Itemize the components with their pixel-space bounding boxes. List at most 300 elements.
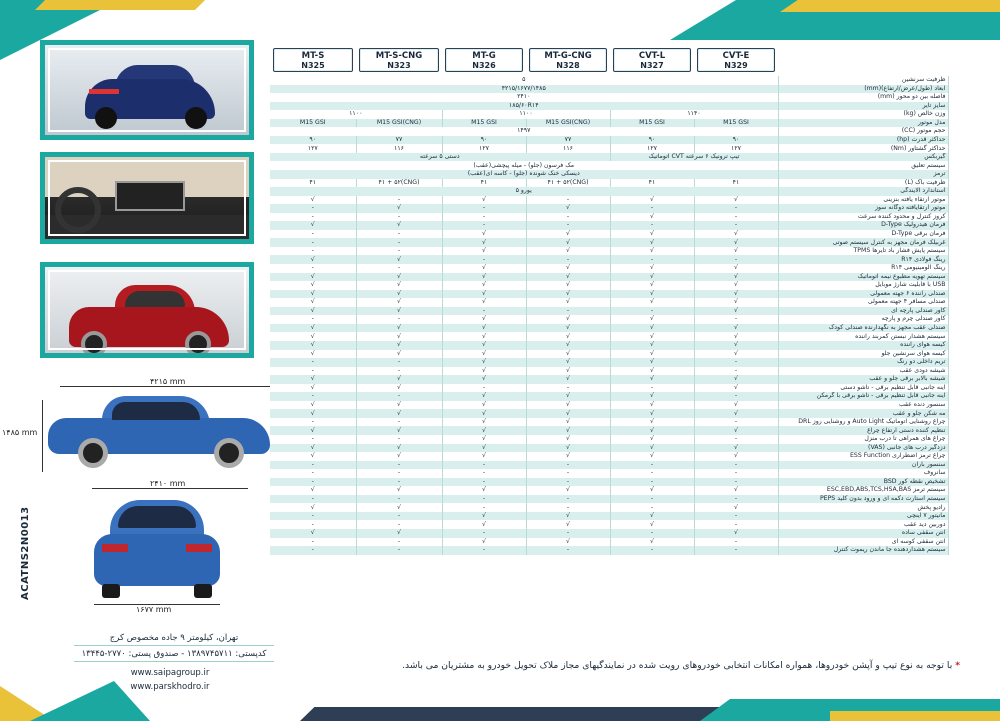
spec-cell: √: [356, 409, 442, 418]
car-tail-light: [186, 544, 212, 552]
spec-cell: √: [442, 401, 526, 410]
spec-cell: -: [270, 213, 356, 222]
spec-label: دزدگیر درب های جانبی (VAS): [778, 444, 948, 453]
spec-label: سیستم پایش فشار باد تایرها TPMS: [778, 247, 948, 256]
spec-cell: √: [610, 392, 694, 401]
spec-cell: -: [356, 546, 442, 555]
spec-row: [270, 469, 948, 478]
spec-label: تشخیص نقطه کور BSD: [778, 478, 948, 487]
spec-row: [270, 238, 948, 247]
rear-view-car: [94, 494, 220, 598]
website-link[interactable]: www.parskhodro.ir: [130, 682, 210, 692]
spec-cell: -: [356, 264, 442, 273]
spec-label: آنتن سقفی کوسه ای: [778, 538, 948, 547]
spec-cell: -: [270, 358, 356, 367]
spec-cell: √: [442, 538, 526, 547]
spec-cell: √: [526, 538, 610, 547]
spec-row: [270, 384, 948, 393]
spec-cell: √: [694, 350, 778, 359]
spec-cell: -: [356, 520, 442, 529]
spec-label: سایز تایر: [778, 102, 948, 111]
spec-cell: -: [694, 478, 778, 487]
spec-row: [270, 495, 948, 504]
spec-cell: -: [610, 478, 694, 487]
spec-cell: √: [526, 324, 610, 333]
spec-cell: √: [442, 358, 526, 367]
length-dimension-line: [60, 386, 270, 387]
photo-inner-border: [48, 160, 246, 236]
spec-cell: √: [442, 281, 526, 290]
spec-cell: -: [356, 418, 442, 427]
photo-front-three-quarter: [40, 262, 254, 358]
spec-cell: √: [442, 418, 526, 427]
spec-cell: -: [270, 315, 356, 324]
spec-cell: √: [694, 238, 778, 247]
spec-cell: √: [526, 315, 610, 324]
spec-cell: √: [694, 332, 778, 341]
spec-row: [270, 298, 948, 307]
spec-cell: √: [526, 418, 610, 427]
spec-cell: √: [610, 238, 694, 247]
spec-cell: -: [694, 435, 778, 444]
car-body: [94, 534, 220, 586]
spec-cell: -: [694, 520, 778, 529]
footnote: [300, 660, 960, 671]
spec-cell: -: [270, 392, 356, 401]
spec-cell: √: [610, 512, 694, 521]
model-header: CVT-L N327: [610, 48, 694, 76]
spec-label: ابعاد (طول/عرض/ارتفاع)(mm): [778, 85, 948, 94]
spec-cell: -: [526, 469, 610, 478]
car-tail-light: [102, 544, 128, 552]
spec-cell: √: [442, 247, 526, 256]
spec-label: چراغ روشنایی اتوماتیک Auto Light و روشنایی روز DRL: [778, 418, 948, 427]
spec-cell: -: [356, 367, 442, 376]
spec-cell: √: [694, 409, 778, 418]
spec-cell: √: [442, 350, 526, 359]
spec-cell: -: [356, 435, 442, 444]
spec-cell: √: [526, 230, 610, 239]
spec-cell: √: [270, 503, 356, 512]
spec-row: [270, 119, 948, 128]
length-dimension-label: ۴۲۱۵ mm: [150, 377, 186, 386]
corner-stripe-top-right: [780, 0, 1000, 12]
spec-cell: -: [356, 230, 442, 239]
spec-row: [270, 213, 948, 222]
spec-cell: M15 GSI: [270, 119, 356, 128]
spec-cell: ۴۲۱۵/۱۶۷۷/۱۴۸۵: [270, 85, 778, 94]
spec-cell: ۷۷: [526, 136, 610, 145]
spec-cell: √: [442, 196, 526, 205]
spec-cell: √: [356, 307, 442, 316]
spec-cell: √: [270, 221, 356, 230]
spec-cell: √: [694, 247, 778, 256]
spec-cell: √: [610, 452, 694, 461]
spec-cell: ۹۰: [610, 136, 694, 145]
spec-cell: ۴۱: [270, 179, 356, 188]
spec-cell: -: [270, 367, 356, 376]
spec-cell: √: [694, 426, 778, 435]
spec-cell: ۲۴۱۰: [270, 93, 778, 102]
spec-cell: -: [356, 247, 442, 256]
spec-row: [270, 290, 948, 299]
spec-cell: √: [270, 375, 356, 384]
spec-label: غربیلک فرمان مجهز به کنترل سیستم صوتی: [778, 238, 948, 247]
spec-cell: -: [356, 213, 442, 222]
car-tire: [102, 584, 120, 598]
spec-row: [270, 444, 948, 453]
spec-cell: ۴۱ + ۵۲(CNG): [526, 179, 610, 188]
spec-row: [270, 179, 948, 188]
spec-cell: -: [442, 469, 526, 478]
spec-cell: -: [610, 255, 694, 264]
spec-cell: -: [610, 384, 694, 393]
spec-cell: √: [694, 307, 778, 316]
spec-cell: √: [694, 503, 778, 512]
spec-cell: √: [356, 350, 442, 359]
height-dimension-label: ۱۴۸۵ mm: [2, 428, 38, 437]
model-header: MT-G N326: [442, 48, 526, 76]
website-link[interactable]: www.saipagroup.ir: [130, 668, 210, 678]
spec-row: [270, 187, 948, 196]
spec-cell: -: [442, 529, 526, 538]
spec-cell: √: [356, 255, 442, 264]
spec-cell: √: [356, 426, 442, 435]
spec-cell: √: [526, 435, 610, 444]
corner-stripe-top-left: [35, 0, 205, 10]
spec-cell: -: [610, 461, 694, 470]
spec-cell: √: [526, 520, 610, 529]
spec-row: [270, 161, 948, 170]
spec-cell: √: [526, 298, 610, 307]
spec-cell: -: [442, 478, 526, 487]
spec-cell: √: [442, 426, 526, 435]
spec-label: سیستم استارت دکمه ای و ورود بدون کلید PEPS: [778, 495, 948, 504]
spec-row: [270, 503, 948, 512]
spec-label: کاور صندلی پارچه ای: [778, 307, 948, 316]
spec-label: چراغ های همراهی تا درب منزل: [778, 435, 948, 444]
spec-row: [270, 461, 948, 470]
car-wheel: [214, 438, 244, 468]
spec-cell: √: [442, 452, 526, 461]
spec-cell: √: [610, 196, 694, 205]
car-rear-window: [118, 506, 196, 528]
photo-rear-three-quarter: [40, 40, 254, 140]
spec-cell: -: [356, 512, 442, 521]
spec-cell: -: [526, 255, 610, 264]
spec-cell: ۵: [270, 76, 778, 85]
spec-label: موتور ارتقاء یافته بنزینی: [778, 196, 948, 205]
photo-inner-border: [48, 48, 246, 132]
spec-label: سیستم تعلیق: [778, 161, 948, 170]
spec-cell: -: [442, 204, 526, 213]
spec-cell: √: [694, 324, 778, 333]
address-line: تهران، کیلومتر ۹ جاده مخصوص کرج: [74, 630, 274, 646]
spec-cell: √: [356, 290, 442, 299]
spec-cell: -: [356, 495, 442, 504]
spec-row: [270, 281, 948, 290]
spec-cell: -: [442, 495, 526, 504]
spec-cell: √: [526, 350, 610, 359]
spec-cell: -: [356, 461, 442, 470]
spec-cell: -: [610, 469, 694, 478]
spec-cell: ۱۱۰۰: [270, 110, 442, 119]
spec-row: [270, 93, 948, 102]
spec-cell: M15 GSI: [610, 119, 694, 128]
spec-cell: -: [270, 520, 356, 529]
spec-label: کیسه هوای سرنشین جلو: [778, 350, 948, 359]
spec-cell: -: [526, 307, 610, 316]
spec-cell: √: [694, 444, 778, 453]
spec-cell: √: [610, 375, 694, 384]
spec-cell: -: [694, 418, 778, 427]
spec-cell: √: [694, 298, 778, 307]
spec-cell: √: [610, 435, 694, 444]
spec-cell: √: [356, 529, 442, 538]
spec-row: [270, 170, 948, 179]
spec-label: موتور ارتقایافته دوگانه سوز: [778, 204, 948, 213]
spec-cell: √: [270, 255, 356, 264]
spec-cell: ۴۱: [442, 179, 526, 188]
spec-cell: √: [694, 529, 778, 538]
spec-label: USB با قابلیت شارژ موبایل: [778, 281, 948, 290]
spec-cell: -: [694, 213, 778, 222]
spec-cell: -: [526, 384, 610, 393]
spec-cell: √: [270, 290, 356, 299]
spec-cell: √: [610, 315, 694, 324]
photo-inner-border: [48, 270, 246, 350]
footnote-star: *: [955, 660, 960, 671]
spec-cell: -: [270, 238, 356, 247]
spec-cell: M15 GSI(CNG): [356, 119, 442, 128]
spec-cell: -: [270, 435, 356, 444]
spec-cell: -: [356, 196, 442, 205]
spec-label: رادیو پخش: [778, 503, 948, 512]
spec-label: ظرفیت باک (L): [778, 179, 948, 188]
spec-cell: √: [442, 273, 526, 282]
spec-cell: √: [610, 444, 694, 453]
corner-stripe-bottom-right: [830, 711, 1000, 721]
spec-cell: √: [442, 444, 526, 453]
spec-row: [270, 401, 948, 410]
spec-cell: √: [610, 350, 694, 359]
spec-cell: √: [526, 264, 610, 273]
spec-cell: √: [356, 273, 442, 282]
spec-cell: √: [610, 401, 694, 410]
spec-label: ظرفیت سرنشین: [778, 76, 948, 85]
spec-cell: -: [526, 495, 610, 504]
spec-cell: ۱۱۴۰: [610, 110, 778, 119]
spec-cell: -: [694, 495, 778, 504]
postal-line: کدپستی: ۱۳۸۹۷۴۵۷۱۱ - صندوق پستی: ۲۷۷۰-۱۳۴۴۵: [74, 646, 274, 662]
spec-label: آینه جانبی قابل تنظیم برقی - تاشو برقی با گرمکن: [778, 392, 948, 401]
spec-cell: √: [526, 332, 610, 341]
spec-cell: ۱۱۶: [356, 144, 442, 153]
spec-row: [270, 426, 948, 435]
spec-label: فاصله بین دو محور (mm): [778, 93, 948, 102]
spec-cell: √: [526, 401, 610, 410]
spec-cell: √: [270, 401, 356, 410]
spec-row: [270, 255, 948, 264]
specification-table: [270, 48, 949, 555]
spec-cell: -: [610, 307, 694, 316]
spec-cell: √: [442, 315, 526, 324]
spec-row: [270, 110, 948, 119]
spec-cell: -: [610, 529, 694, 538]
model-header-row: [270, 48, 948, 76]
spec-cell: -: [610, 221, 694, 230]
spec-label: تنظیم کننده دستی ارتفاع چراغ: [778, 426, 948, 435]
spec-cell: √: [442, 332, 526, 341]
spec-cell: √: [526, 452, 610, 461]
spec-cell: -: [442, 255, 526, 264]
spec-cell: -: [694, 358, 778, 367]
spec-cell: √: [526, 341, 610, 350]
spec-row: [270, 221, 948, 230]
spec-cell: √: [694, 375, 778, 384]
spec-cell: ۴۱: [694, 179, 778, 188]
spec-label: کاور صندلی چرم و پارچه: [778, 315, 948, 324]
spec-row: [270, 452, 948, 461]
spec-cell: ۷۷: [356, 136, 442, 145]
spec-row: [270, 367, 948, 376]
spec-cell: √: [610, 358, 694, 367]
spec-cell: -: [270, 469, 356, 478]
spec-cell: -: [526, 546, 610, 555]
spec-cell: √: [442, 230, 526, 239]
spec-cell: -: [356, 469, 442, 478]
spec-label: مانیتور ۷ اینچی: [778, 512, 948, 521]
spec-label: سیستم تهویه مطبوع نیمه اتوماتیک: [778, 273, 948, 282]
spec-cell: -: [610, 546, 694, 555]
spec-cell: ۹۰: [694, 136, 778, 145]
spec-label: وزن خالص (kg): [778, 110, 948, 119]
spec-cell: -: [610, 204, 694, 213]
spec-cell: √: [442, 341, 526, 350]
spec-cell: -: [694, 392, 778, 401]
car-window: [112, 402, 200, 420]
spec-cell: √: [610, 332, 694, 341]
spec-row: [270, 127, 948, 136]
spec-label: حداکثر گشتاور (Nm): [778, 144, 948, 153]
spec-label: صندلی عقب مجهز به نگهدارنده صندلی کودک: [778, 324, 948, 333]
spec-cell: √: [270, 332, 356, 341]
spec-label: تریم داخلی دو رنگ: [778, 358, 948, 367]
spec-row: [270, 358, 948, 367]
spec-row: [270, 350, 948, 359]
spec-label: صندلی راننده ۶ جهته معمولی: [778, 290, 948, 299]
spec-cell: مک فرسون (جلو) - میله پیچشی(عقب): [270, 161, 778, 170]
spec-cell: -: [270, 204, 356, 213]
spec-cell: -: [694, 538, 778, 547]
spec-cell: M15 GSI: [442, 119, 526, 128]
spec-label: استاندارد آلایندگی: [778, 187, 948, 196]
spec-cell: -: [270, 461, 356, 470]
spec-cell: √: [356, 298, 442, 307]
spec-cell: √: [270, 452, 356, 461]
spec-cell: ۹۰: [442, 136, 526, 145]
spec-cell: ۱۱۶: [526, 144, 610, 153]
spec-cell: √: [610, 213, 694, 222]
spec-label: رینگ آلومینیومی R۱۴: [778, 264, 948, 273]
spec-cell: -: [270, 230, 356, 239]
spec-cell: ۱۲۷: [610, 144, 694, 153]
spec-cell: √: [694, 401, 778, 410]
spec-cell: √: [526, 426, 610, 435]
spec-cell: ۱۲۷: [442, 144, 526, 153]
spec-cell: -: [270, 546, 356, 555]
spec-cell: -: [356, 478, 442, 487]
spec-cell: √: [270, 529, 356, 538]
photo-interior-dashboard: [40, 152, 254, 244]
spec-row: [270, 341, 948, 350]
spec-cell: یورو ۵: [270, 187, 778, 196]
spec-cell: √: [610, 538, 694, 547]
spec-cell: -: [270, 247, 356, 256]
spec-cell: -: [610, 495, 694, 504]
spec-cell: √: [610, 324, 694, 333]
width-dimension-label: ۱۶۷۷ mm: [136, 605, 172, 614]
spec-cell: √: [270, 341, 356, 350]
spec-row: [270, 546, 948, 555]
websites: [100, 666, 240, 694]
spec-cell: √: [356, 204, 442, 213]
spec-row: [270, 136, 948, 145]
spec-cell: √: [610, 486, 694, 495]
spec-cell: √: [270, 486, 356, 495]
spec-cell: -: [270, 418, 356, 427]
spec-label: سیستم هشداردهنده جا ماندن ریموت کنترل: [778, 546, 948, 555]
spec-cell: √: [526, 392, 610, 401]
spec-row: [270, 144, 948, 153]
spec-cell: -: [356, 538, 442, 547]
spec-cell: √: [356, 384, 442, 393]
spec-cell: √: [526, 247, 610, 256]
spec-row: [270, 315, 948, 324]
spec-cell: -: [356, 358, 442, 367]
spec-cell: √: [610, 230, 694, 239]
spec-cell: -: [442, 503, 526, 512]
wheelbase-dimension-label: ۲۴۱۰ mm: [150, 479, 186, 488]
spec-cell: -: [526, 213, 610, 222]
spec-cell: √: [694, 196, 778, 205]
spec-cell: √: [442, 520, 526, 529]
spec-row: [270, 478, 948, 487]
spec-row: [270, 230, 948, 239]
spec-label: حجم موتور (CC): [778, 127, 948, 136]
spec-cell: √: [356, 281, 442, 290]
spec-cell: √: [356, 221, 442, 230]
spec-cell: √: [694, 273, 778, 282]
spec-cell: -: [694, 221, 778, 230]
spec-row: [270, 512, 948, 521]
spec-label: رینگ فولادی R۱۴: [778, 255, 948, 264]
spec-cell: √: [442, 486, 526, 495]
spec-label: سیستم ترمز ESC,EBD,ABS,TCS,HSA,BAS: [778, 486, 948, 495]
spec-cell: -: [270, 478, 356, 487]
spec-cell: √: [442, 290, 526, 299]
spec-cell: √: [610, 409, 694, 418]
spec-row: [270, 102, 948, 111]
spec-cell: M15 GSI(CNG): [526, 119, 610, 128]
spec-cell: √: [694, 264, 778, 273]
spec-label: دوربین دید عقب: [778, 520, 948, 529]
company-address: [74, 630, 274, 662]
spec-cell: √: [270, 273, 356, 282]
spec-label: آینه جانبی قابل تنظیم برقی - تاشو دستی: [778, 384, 948, 393]
spec-cell: √: [270, 196, 356, 205]
spec-cell: √: [442, 367, 526, 376]
